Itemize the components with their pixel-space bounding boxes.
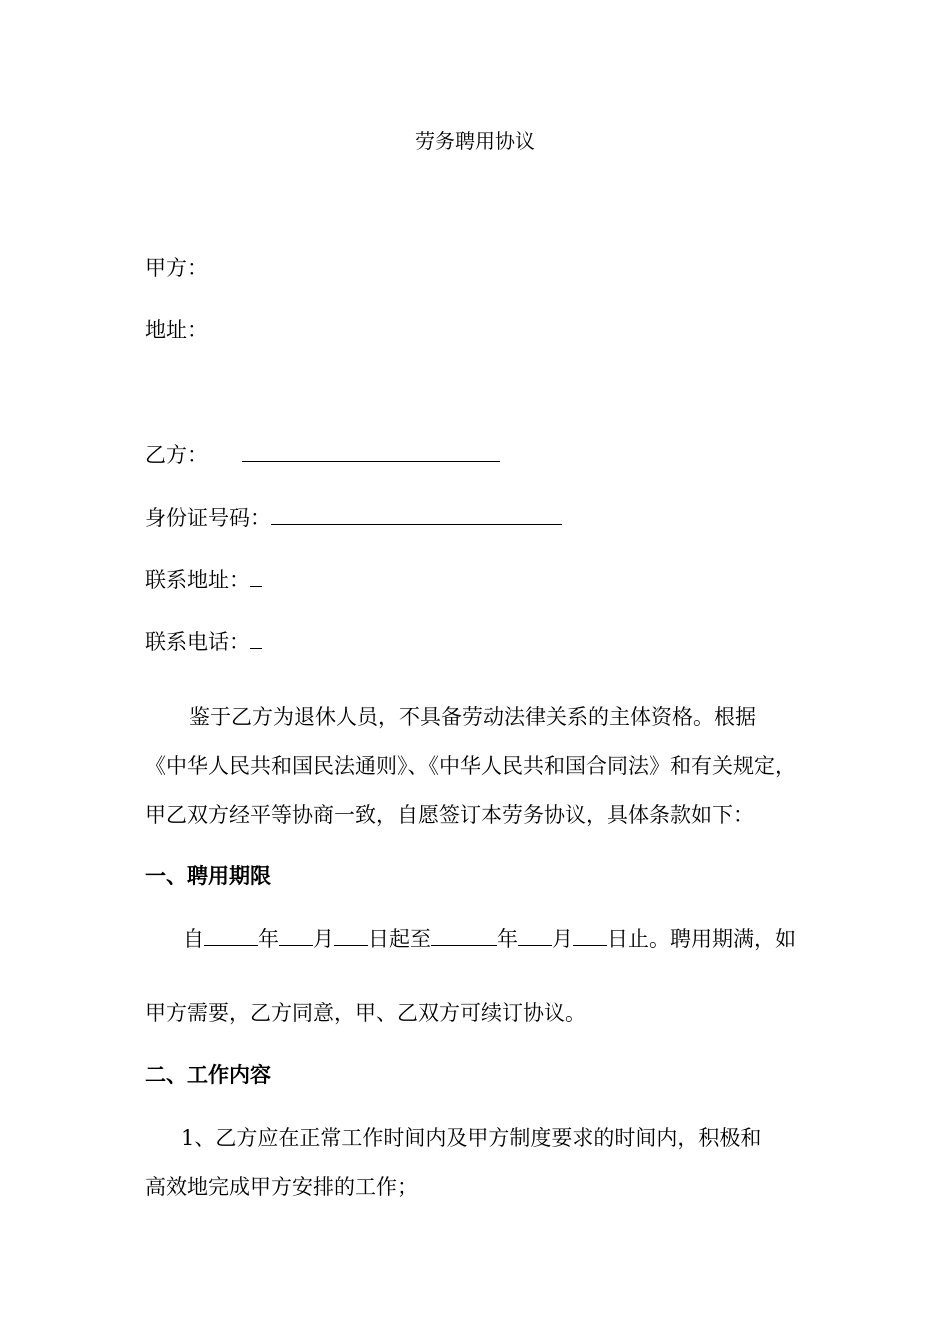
end-month-text: 月 [552,927,573,951]
preamble-line-3: 甲乙双方经平等协商一致，自愿签订本劳务协议，具体条款如下： [145,803,754,827]
party-b-blank [242,441,500,462]
start-day-to-text: 日起至 [368,927,431,951]
start-day-blank [334,925,368,946]
start-year-blank [204,925,258,946]
document-title: 劳务聘用协议 [415,129,535,153]
end-day-text: 日止。聘用期满，如 [607,927,796,951]
section-1-heading: 一、聘用期限 [145,863,271,888]
contact-address-label: 联系地址： [145,568,250,592]
id-number-blank [271,504,562,525]
section-2-heading: 二、工作内容 [145,1062,271,1087]
contact-address-blank [250,566,262,587]
start-month-text: 月 [313,927,334,951]
work-item-1-line-2: 高效地完成甲方安排的工作； [145,1175,418,1199]
contact-phone-row [145,628,810,656]
end-day-blank [573,925,607,946]
party-b-row [145,441,810,469]
party-a-label: 甲方： [145,256,208,280]
preamble-line-2: 《中华人民共和国民法通则》、《中华人民共和国合同法》和有关规定， [145,754,796,778]
term-from-text: 自 [183,927,204,951]
id-number-label: 身份证号码： [145,506,271,530]
term-period-line [145,925,810,953]
contact-phone-label: 联系电话： [145,630,250,654]
start-month-blank [279,925,313,946]
end-year-blank [431,925,497,946]
term-renewal-line: 甲方需要，乙方同意，甲、乙双方可续订协议。 [145,1001,586,1025]
end-month-blank [518,925,552,946]
id-number-row [145,504,810,532]
contact-phone-blank [250,628,262,649]
end-year-text: 年 [497,927,518,951]
work-item-1-line-1: 1、乙方应在正常工作时间内及甲方制度要求的时间内，积极和 [181,1126,762,1150]
start-year-text: 年 [258,927,279,951]
party-a-address-label: 地址： [145,318,208,342]
contact-address-row [145,566,810,594]
preamble-line-1: 鉴于乙方为退休人员，不具备劳动法律关系的主体资格。根据 [189,705,756,729]
party-b-label: 乙方： [145,443,208,467]
